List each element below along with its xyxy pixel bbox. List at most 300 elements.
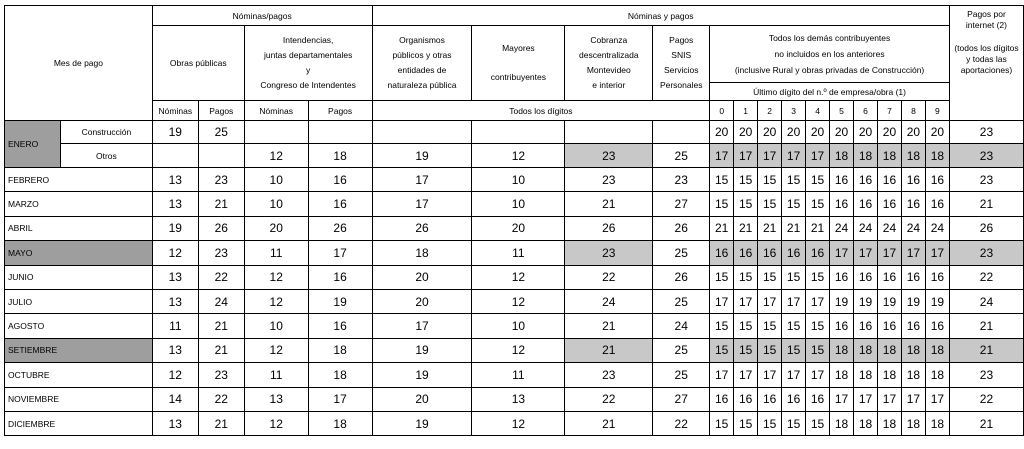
cell-mayores: 10 bbox=[472, 314, 565, 338]
cell-digit: 16 bbox=[830, 314, 854, 338]
cell-digit: 16 bbox=[854, 314, 878, 338]
digit-header: 4 bbox=[806, 101, 830, 121]
cell-digit: 20 bbox=[830, 121, 854, 144]
cell-empty bbox=[198, 144, 244, 168]
cell-digit: 18 bbox=[877, 338, 901, 362]
cell-cobranza: 21 bbox=[565, 411, 653, 435]
table-row bbox=[5, 314, 1024, 338]
cell-obras-nominas: 12 bbox=[152, 241, 198, 265]
cell-digit: 17 bbox=[782, 363, 806, 387]
cell-digit: 16 bbox=[877, 314, 901, 338]
header-intendencias bbox=[244, 26, 372, 101]
cell-digit: 15 bbox=[782, 314, 806, 338]
cell-internet: 23 bbox=[949, 144, 1023, 168]
cell-organismos: 20 bbox=[372, 387, 472, 411]
header-cobranza bbox=[565, 26, 653, 101]
cell-snis: 24 bbox=[653, 314, 710, 338]
month-label: ABRIL bbox=[5, 216, 153, 240]
cell-digit: 21 bbox=[758, 216, 782, 240]
header-internet-line: Pagos por bbox=[967, 9, 1006, 19]
cell-int-pagos: 17 bbox=[308, 241, 372, 265]
cell-obras-nominas: 13 bbox=[152, 265, 198, 289]
cell-obras-pagos: 23 bbox=[198, 241, 244, 265]
cell-organismos: 17 bbox=[372, 314, 472, 338]
header-obras-publicas: Obras públicas bbox=[152, 26, 244, 101]
subheader-obras-nominas: Nóminas bbox=[152, 101, 198, 121]
cell-digit: 21 bbox=[806, 216, 830, 240]
cell-digit: 15 bbox=[734, 411, 758, 435]
cell-digit: 17 bbox=[830, 241, 854, 265]
cell-obras-pagos: 25 bbox=[198, 121, 244, 144]
month-label: MARZO bbox=[5, 192, 153, 216]
month-label: SETIEMBRE bbox=[5, 338, 153, 362]
cell-digit: 21 bbox=[782, 216, 806, 240]
cell-digit: 15 bbox=[782, 168, 806, 192]
cell-int-nominas: 12 bbox=[244, 411, 308, 435]
table-row bbox=[5, 241, 1024, 265]
cell-digit: 20 bbox=[925, 121, 949, 144]
cell-obras-pagos: 22 bbox=[198, 265, 244, 289]
cell-obras-pagos: 21 bbox=[198, 192, 244, 216]
cell-int-nominas: 13 bbox=[244, 387, 308, 411]
table-row bbox=[5, 338, 1024, 362]
cell-digit: 16 bbox=[925, 168, 949, 192]
cell-snis: 25 bbox=[653, 289, 710, 313]
cell-int-nominas: 11 bbox=[244, 241, 308, 265]
cell-digit: 18 bbox=[901, 411, 925, 435]
cell-obras-nominas: 14 bbox=[152, 387, 198, 411]
header-pagos-internet bbox=[949, 6, 1023, 121]
cell-obras-nominas: 13 bbox=[152, 192, 198, 216]
cell-digit: 17 bbox=[758, 289, 782, 313]
cell-digit: 16 bbox=[877, 265, 901, 289]
cell-empty bbox=[653, 121, 710, 144]
cell-digit: 16 bbox=[734, 241, 758, 265]
header-organismos-line: naturaleza pública bbox=[387, 80, 457, 90]
cell-digit: 16 bbox=[734, 387, 758, 411]
cell-empty bbox=[244, 121, 308, 144]
cell-digit: 17 bbox=[758, 144, 782, 168]
digit-header: 9 bbox=[925, 101, 949, 121]
cell-digit: 16 bbox=[901, 168, 925, 192]
cell-int-nominas: 10 bbox=[244, 192, 308, 216]
header-cobranza-line: Cobranza bbox=[590, 35, 628, 45]
cell-digit: 24 bbox=[830, 216, 854, 240]
table-row-enero-otros bbox=[5, 144, 1024, 168]
header-organismos-line: Organismos bbox=[399, 35, 445, 45]
cell-organismos: 19 bbox=[372, 363, 472, 387]
cell-digit: 18 bbox=[854, 411, 878, 435]
cell-cobranza: 21 bbox=[565, 314, 653, 338]
cell-digit: 15 bbox=[734, 338, 758, 362]
cell-digit: 17 bbox=[806, 289, 830, 313]
cell-digit: 18 bbox=[877, 363, 901, 387]
cell-obras-nominas: 13 bbox=[152, 168, 198, 192]
cell-digit: 17 bbox=[806, 144, 830, 168]
cell-digit: 20 bbox=[901, 121, 925, 144]
cell-int-pagos: 18 bbox=[308, 338, 372, 362]
cell-snis: 27 bbox=[653, 192, 710, 216]
cell-internet: 22 bbox=[949, 387, 1023, 411]
cell-digit: 16 bbox=[854, 265, 878, 289]
cell-mayores: 10 bbox=[472, 192, 565, 216]
header-organismos-line: públicos y otras bbox=[392, 50, 452, 60]
subheader-int-nominas: Nóminas bbox=[244, 101, 308, 121]
month-label: ENERO bbox=[5, 121, 61, 168]
header-organismos-line: entidades de bbox=[397, 65, 447, 75]
table-row bbox=[5, 216, 1024, 240]
month-label: DICIEMBRE bbox=[5, 411, 153, 435]
digit-header: 2 bbox=[758, 101, 782, 121]
header-internet-line: (todos los dígitos bbox=[954, 43, 1019, 53]
cell-obras-pagos: 21 bbox=[198, 411, 244, 435]
cell-digit: 15 bbox=[758, 192, 782, 216]
cell-obras-nominas: 11 bbox=[152, 314, 198, 338]
cell-digit: 16 bbox=[877, 192, 901, 216]
header-snis-line: Personales bbox=[659, 80, 703, 90]
cell-int-pagos: 16 bbox=[308, 168, 372, 192]
cell-snis: 26 bbox=[653, 265, 710, 289]
cell-obras-nominas: 13 bbox=[152, 411, 198, 435]
cell-organismos: 19 bbox=[372, 411, 472, 435]
cell-digit: 20 bbox=[877, 121, 901, 144]
cell-int-pagos: 17 bbox=[308, 387, 372, 411]
header-intendencias-line: y bbox=[306, 65, 311, 75]
cell-digit: 17 bbox=[734, 363, 758, 387]
digit-header: 8 bbox=[901, 101, 925, 121]
cell-obras-pagos: 21 bbox=[198, 314, 244, 338]
cell-digit: 16 bbox=[925, 314, 949, 338]
header-pagos-snis bbox=[653, 26, 710, 101]
cell-obras-pagos: 24 bbox=[198, 289, 244, 313]
cell-digit: 18 bbox=[854, 363, 878, 387]
cell-digit: 17 bbox=[901, 387, 925, 411]
cell-int-nominas: 10 bbox=[244, 168, 308, 192]
cell-digit: 21 bbox=[734, 216, 758, 240]
cell-digit: 15 bbox=[758, 314, 782, 338]
cell-digit: 15 bbox=[710, 338, 734, 362]
cell-empty bbox=[152, 144, 198, 168]
cell-obras-pagos: 22 bbox=[198, 387, 244, 411]
cell-digit: 17 bbox=[925, 387, 949, 411]
cell-digit: 16 bbox=[925, 192, 949, 216]
cell-internet: 23 bbox=[949, 241, 1023, 265]
header-ultimo-digito: Último dígito del n.º de empresa/obra (1) bbox=[710, 83, 950, 101]
cell-digit: 17 bbox=[854, 241, 878, 265]
header-mayores-line: Mayores bbox=[502, 43, 535, 53]
cell-int-nominas: 12 bbox=[244, 265, 308, 289]
cell-internet: 21 bbox=[949, 411, 1023, 435]
sub-label: Construcción bbox=[60, 121, 152, 144]
cell-digit: 16 bbox=[758, 387, 782, 411]
header-demas-line: no incluidos en los anteriores bbox=[774, 49, 885, 59]
cell-digit: 18 bbox=[877, 144, 901, 168]
cell-digit: 21 bbox=[710, 216, 734, 240]
digit-header: 7 bbox=[877, 101, 901, 121]
cell-organismos: 20 bbox=[372, 265, 472, 289]
cell-int-pagos: 18 bbox=[308, 144, 372, 168]
cell-cobranza: 23 bbox=[565, 241, 653, 265]
subheader-int-pagos: Pagos bbox=[308, 101, 372, 121]
cell-digit: 19 bbox=[854, 289, 878, 313]
cell-digit: 16 bbox=[925, 265, 949, 289]
digit-header: 6 bbox=[854, 101, 878, 121]
cell-digit: 17 bbox=[854, 387, 878, 411]
cell-empty bbox=[565, 121, 653, 144]
subheader-obras-pagos: Pagos bbox=[198, 101, 244, 121]
cell-digit: 16 bbox=[901, 314, 925, 338]
cell-digit: 15 bbox=[782, 411, 806, 435]
cell-mayores: 11 bbox=[472, 241, 565, 265]
cell-digit: 17 bbox=[710, 363, 734, 387]
cell-digit: 24 bbox=[854, 216, 878, 240]
cell-digit: 15 bbox=[734, 192, 758, 216]
cell-cobranza: 23 bbox=[565, 363, 653, 387]
cell-digit: 19 bbox=[901, 289, 925, 313]
cell-digit: 16 bbox=[710, 241, 734, 265]
cell-internet: 21 bbox=[949, 338, 1023, 362]
header-snis-line: SNIS bbox=[671, 50, 692, 60]
cell-digit: 18 bbox=[830, 411, 854, 435]
cell-digit: 24 bbox=[877, 216, 901, 240]
month-label: AGOSTO bbox=[5, 314, 153, 338]
cell-obras-nominas: 19 bbox=[152, 121, 198, 144]
cell-digit: 19 bbox=[925, 289, 949, 313]
cell-digit: 15 bbox=[758, 411, 782, 435]
cell-internet: 21 bbox=[949, 192, 1023, 216]
cell-int-nominas: 11 bbox=[244, 363, 308, 387]
digit-header: 0 bbox=[710, 101, 734, 121]
header-nominas-pagos: Nóminas/pagos bbox=[152, 6, 372, 26]
cell-mayores: 20 bbox=[472, 216, 565, 240]
cell-cobranza: 23 bbox=[565, 144, 653, 168]
header-mes-de-pago: Mes de pago bbox=[5, 6, 153, 121]
cell-empty bbox=[372, 121, 472, 144]
cell-organismos: 18 bbox=[372, 241, 472, 265]
header-nominas-y-pagos: Nóminas y pagos bbox=[372, 6, 949, 26]
cell-digit: 18 bbox=[854, 338, 878, 362]
cell-mayores: 12 bbox=[472, 411, 565, 435]
cell-mayores: 12 bbox=[472, 289, 565, 313]
cell-mayores: 10 bbox=[472, 168, 565, 192]
cell-digit: 16 bbox=[710, 387, 734, 411]
cell-digit: 15 bbox=[710, 314, 734, 338]
cell-digit: 16 bbox=[830, 265, 854, 289]
header-internet-line: internet (2) bbox=[965, 20, 1007, 30]
cell-digit: 15 bbox=[710, 192, 734, 216]
vencimientos-table bbox=[4, 5, 1024, 436]
cell-digit: 20 bbox=[782, 121, 806, 144]
header-demas-contribuyentes bbox=[710, 26, 950, 83]
cell-digit: 19 bbox=[877, 289, 901, 313]
header-mayores bbox=[472, 26, 565, 101]
cell-digit: 18 bbox=[925, 144, 949, 168]
month-label: MAYO bbox=[5, 241, 153, 265]
cell-cobranza: 22 bbox=[565, 387, 653, 411]
cell-digit: 24 bbox=[925, 216, 949, 240]
cell-digit: 15 bbox=[734, 314, 758, 338]
cell-int-pagos: 16 bbox=[308, 314, 372, 338]
month-label: OCTUBRE bbox=[5, 363, 153, 387]
cell-obras-nominas: 19 bbox=[152, 216, 198, 240]
cell-digit: 18 bbox=[925, 411, 949, 435]
cell-digit: 17 bbox=[710, 289, 734, 313]
cell-digit: 17 bbox=[925, 241, 949, 265]
cell-mayores: 12 bbox=[472, 144, 565, 168]
cell-digit: 16 bbox=[901, 265, 925, 289]
cell-digit: 17 bbox=[830, 387, 854, 411]
cell-snis: 25 bbox=[653, 338, 710, 362]
digit-header: 5 bbox=[830, 101, 854, 121]
cell-digit: 24 bbox=[901, 216, 925, 240]
cell-cobranza: 22 bbox=[565, 265, 653, 289]
header-internet-line: y todas las bbox=[966, 54, 1007, 64]
cell-digit: 17 bbox=[734, 144, 758, 168]
cell-digit: 18 bbox=[925, 363, 949, 387]
cell-digit: 15 bbox=[782, 265, 806, 289]
cell-organismos: 17 bbox=[372, 192, 472, 216]
cell-digit: 15 bbox=[758, 168, 782, 192]
cell-cobranza: 26 bbox=[565, 216, 653, 240]
cell-digit: 16 bbox=[782, 241, 806, 265]
table-row bbox=[5, 363, 1024, 387]
cell-empty bbox=[472, 121, 565, 144]
cell-digit: 17 bbox=[782, 289, 806, 313]
cell-cobranza: 24 bbox=[565, 289, 653, 313]
cell-digit: 16 bbox=[854, 168, 878, 192]
cell-digit: 16 bbox=[877, 168, 901, 192]
cell-organismos: 26 bbox=[372, 216, 472, 240]
cell-organismos: 20 bbox=[372, 289, 472, 313]
month-label: JUNIO bbox=[5, 265, 153, 289]
cell-obras-pagos: 21 bbox=[198, 338, 244, 362]
cell-int-pagos: 16 bbox=[308, 265, 372, 289]
header-intendencias-line: Congreso de Intendentes bbox=[260, 80, 356, 90]
cell-int-pagos: 26 bbox=[308, 216, 372, 240]
header-internet-line: aportaciones) bbox=[960, 65, 1013, 75]
cell-digit: 18 bbox=[854, 144, 878, 168]
cell-digit: 17 bbox=[710, 144, 734, 168]
digit-header: 3 bbox=[782, 101, 806, 121]
cell-digit: 18 bbox=[877, 411, 901, 435]
cell-digit: 15 bbox=[782, 192, 806, 216]
cell-snis: 25 bbox=[653, 363, 710, 387]
cell-snis: 22 bbox=[653, 411, 710, 435]
cell-digit: 19 bbox=[830, 289, 854, 313]
header-cobranza-line: Montevideo bbox=[586, 65, 631, 75]
table-row-enero-construccion bbox=[5, 121, 1024, 144]
cell-digit: 17 bbox=[734, 289, 758, 313]
cell-obras-pagos: 26 bbox=[198, 216, 244, 240]
cell-internet: 22 bbox=[949, 265, 1023, 289]
cell-digit: 15 bbox=[758, 338, 782, 362]
cell-empty bbox=[308, 121, 372, 144]
cell-obras-nominas: 13 bbox=[152, 338, 198, 362]
cell-snis: 25 bbox=[653, 241, 710, 265]
cell-digit: 17 bbox=[782, 144, 806, 168]
cell-digit: 15 bbox=[710, 168, 734, 192]
cell-digit: 15 bbox=[758, 265, 782, 289]
cell-int-nominas: 12 bbox=[244, 144, 308, 168]
cell-digit: 18 bbox=[925, 338, 949, 362]
header-intendencias-line: Intendencias, bbox=[282, 35, 334, 45]
cell-digit: 15 bbox=[734, 168, 758, 192]
cell-digit: 18 bbox=[830, 144, 854, 168]
subheader-todos-digitos: Todos los dígitos bbox=[372, 101, 710, 121]
cell-digit: 15 bbox=[710, 411, 734, 435]
cell-digit: 17 bbox=[806, 363, 830, 387]
cell-digit: 17 bbox=[901, 241, 925, 265]
cell-snis: 23 bbox=[653, 168, 710, 192]
cell-mayores: 13 bbox=[472, 387, 565, 411]
cell-digit: 20 bbox=[758, 121, 782, 144]
header-snis-line: Pagos bbox=[669, 35, 694, 45]
cell-digit: 15 bbox=[806, 338, 830, 362]
month-label: FEBRERO bbox=[5, 168, 153, 192]
cell-digit: 15 bbox=[806, 314, 830, 338]
table-row bbox=[5, 192, 1024, 216]
cell-obras-nominas: 13 bbox=[152, 289, 198, 313]
cell-obras-pagos: 23 bbox=[198, 363, 244, 387]
cell-cobranza: 21 bbox=[565, 192, 653, 216]
table-row bbox=[5, 289, 1024, 313]
cell-int-nominas: 12 bbox=[244, 338, 308, 362]
cell-digit: 15 bbox=[806, 192, 830, 216]
cell-cobranza: 23 bbox=[565, 168, 653, 192]
cell-internet: 23 bbox=[949, 168, 1023, 192]
month-label: JULIO bbox=[5, 289, 153, 313]
cell-internet: 21 bbox=[949, 314, 1023, 338]
cell-digit: 20 bbox=[734, 121, 758, 144]
cell-digit: 17 bbox=[758, 363, 782, 387]
cell-internet: 23 bbox=[949, 363, 1023, 387]
cell-mayores: 11 bbox=[472, 363, 565, 387]
header-demas-line: (inclusive Rural y obras privadas de Construcción) bbox=[734, 65, 925, 75]
cell-digit: 16 bbox=[830, 168, 854, 192]
cell-digit: 18 bbox=[901, 144, 925, 168]
cell-mayores: 12 bbox=[472, 338, 565, 362]
table-row bbox=[5, 387, 1024, 411]
cell-digit: 16 bbox=[758, 241, 782, 265]
table-row bbox=[5, 411, 1024, 435]
cell-digit: 17 bbox=[877, 241, 901, 265]
header-mayores-line: contribuyentes bbox=[490, 72, 547, 82]
cell-digit: 15 bbox=[806, 411, 830, 435]
cell-digit: 17 bbox=[877, 387, 901, 411]
cell-obras-nominas: 12 bbox=[152, 363, 198, 387]
cell-snis: 25 bbox=[653, 144, 710, 168]
cell-digit: 20 bbox=[710, 121, 734, 144]
cell-digit: 15 bbox=[806, 265, 830, 289]
cell-internet: 24 bbox=[949, 289, 1023, 313]
header-snis-line: Servicios bbox=[663, 65, 699, 75]
cell-digit: 18 bbox=[901, 363, 925, 387]
table-row bbox=[5, 265, 1024, 289]
cell-organismos: 17 bbox=[372, 168, 472, 192]
cell-digit: 16 bbox=[782, 387, 806, 411]
cell-digit: 16 bbox=[901, 192, 925, 216]
sub-label: Otros bbox=[60, 144, 152, 168]
cell-digit: 15 bbox=[806, 168, 830, 192]
cell-digit: 16 bbox=[806, 387, 830, 411]
cell-organismos: 19 bbox=[372, 338, 472, 362]
cell-organismos: 19 bbox=[372, 144, 472, 168]
cell-digit: 18 bbox=[830, 363, 854, 387]
month-label: NOVIEMBRE bbox=[5, 387, 153, 411]
header-organismos bbox=[372, 26, 472, 101]
cell-digit: 15 bbox=[734, 265, 758, 289]
cell-digit: 15 bbox=[710, 265, 734, 289]
